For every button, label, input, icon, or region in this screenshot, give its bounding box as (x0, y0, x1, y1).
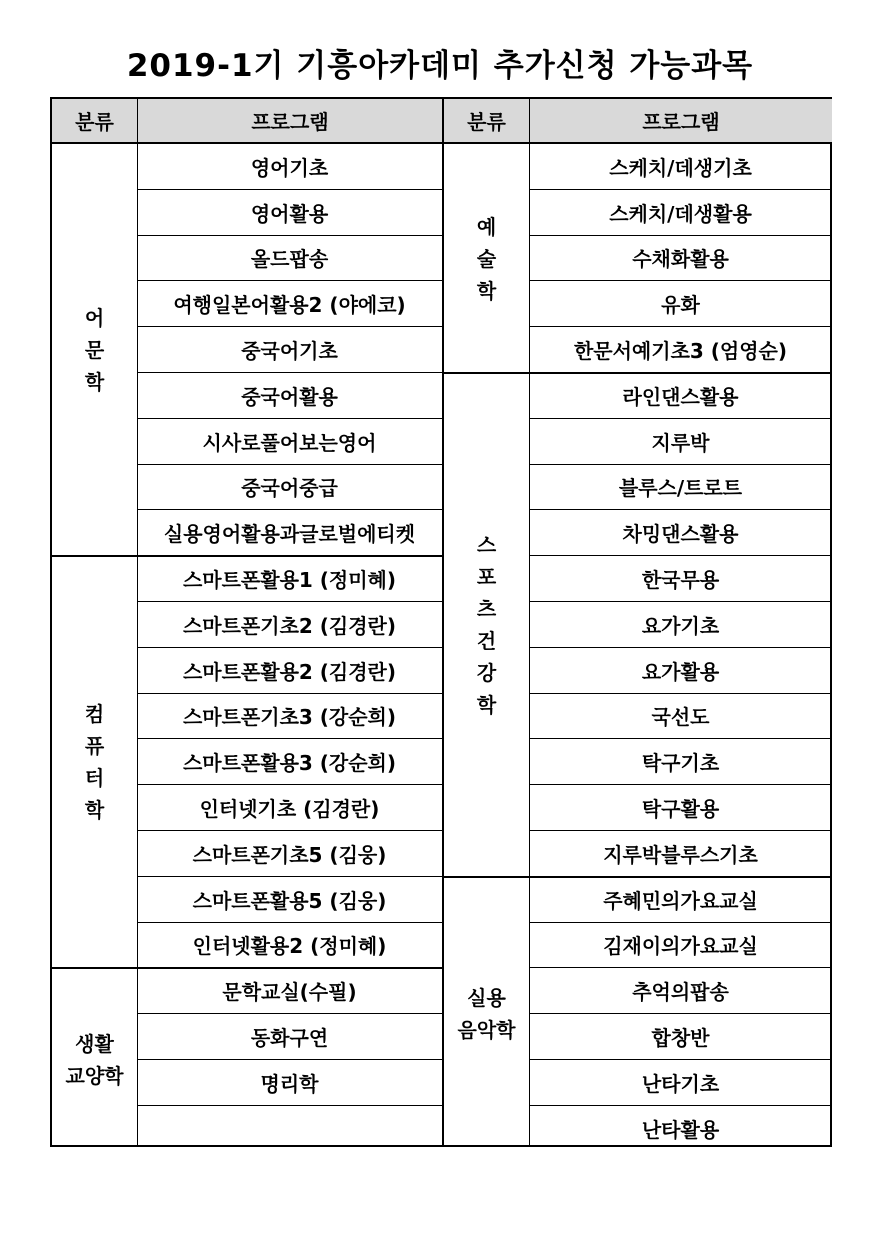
program-cell: 수채화활용 (529, 236, 832, 282)
program-cell: 스마트폰활용2 (김경란) (137, 648, 442, 694)
program-cell: 합창반 (529, 1014, 832, 1060)
program-cell: 요가기초 (529, 602, 832, 648)
program-cell: 요가활용 (529, 648, 832, 694)
program-cell: 인터넷활용2 (정미혜) (137, 923, 442, 969)
program-cell: 블루스/트로트 (529, 465, 832, 511)
page-title: 2019-1기 기흥아카데미 추가신청 가능과목 (126, 48, 754, 84)
category-label: 예 술 학 (476, 214, 497, 303)
program-cell: 스마트폰활용5 (김웅) (137, 877, 442, 923)
category-label: 어 문 학 (84, 306, 105, 395)
program-cell: 한국무용 (529, 556, 832, 602)
header-category: 분류 (444, 99, 529, 144)
program-cell: 한문서예기초3 (엄영순) (529, 327, 832, 373)
program-cell: 난타활용 (641, 1118, 720, 1143)
program-cell: 스마트폰기초5 (김웅) (137, 831, 442, 877)
program-cell: 문학교실(수필) (137, 968, 442, 1014)
program-cell: 난타기초 (529, 1060, 832, 1106)
program-cell: 여행일본어활용2 (야에코) (137, 281, 442, 327)
program-cell: 차밍댄스활용 (529, 510, 832, 556)
program-cell: 스마트폰기초2 (김경란) (137, 602, 442, 648)
course-table (50, 97, 832, 1147)
program-cell: 라인댄스활용 (529, 373, 832, 419)
program-cell: 영어기초 (137, 144, 442, 190)
category-label: 실용 음악학 (457, 986, 516, 1043)
program-cell: 김재이의가요교실 (529, 923, 832, 969)
header-program: 프로그램 (137, 99, 442, 144)
program-cell: 시사로풀어보는영어 (137, 419, 442, 465)
program-cell: 탁구활용 (529, 785, 832, 831)
header-program: 프로그램 (529, 99, 832, 144)
program-cell: 영어활용 (137, 190, 442, 236)
category-label: 생활 교양학 (65, 1031, 124, 1088)
program-cell: 지루박 (529, 419, 832, 465)
program-cell (137, 1106, 442, 1152)
program-cell: 실용영어활용과글로벌에티켓 (137, 510, 442, 556)
category-label: 스 포 츠 건 강 학 (476, 532, 497, 717)
program-cell: 스마트폰활용1 (정미혜) (137, 556, 442, 602)
right-table-half (442, 99, 832, 1145)
program-cell: 추억의팝송 (529, 968, 832, 1014)
program-cell: 중국어활용 (137, 373, 442, 419)
program-cell: 스케치/데생활용 (529, 190, 832, 236)
program-cell: 탁구기초 (529, 739, 832, 785)
program-cell: 유화 (529, 281, 832, 327)
program-cell: 스마트폰활용3 (강순희) (137, 739, 442, 785)
program-cell: 올드팝송 (137, 236, 442, 282)
program-cell: 동화구연 (137, 1014, 442, 1060)
header-category: 분류 (52, 99, 137, 144)
program-cell: 명리학 (137, 1060, 442, 1106)
program-cell: 스마트폰기초3 (강순희) (137, 694, 442, 740)
program-cell: 스케치/데생기초 (529, 144, 832, 190)
program-cell: 지루박블루스기초 (529, 831, 832, 877)
program-cell: 중국어중급 (137, 465, 442, 511)
program-cell: 인터넷기초 (김경란) (137, 785, 442, 831)
program-cell: 국선도 (529, 694, 832, 740)
program-cell: 중국어기초 (137, 327, 442, 373)
program-cell: 주혜민의가요교실 (529, 877, 832, 923)
left-table-half (52, 99, 442, 1145)
category-label: 컴 퓨 터 학 (84, 702, 105, 823)
